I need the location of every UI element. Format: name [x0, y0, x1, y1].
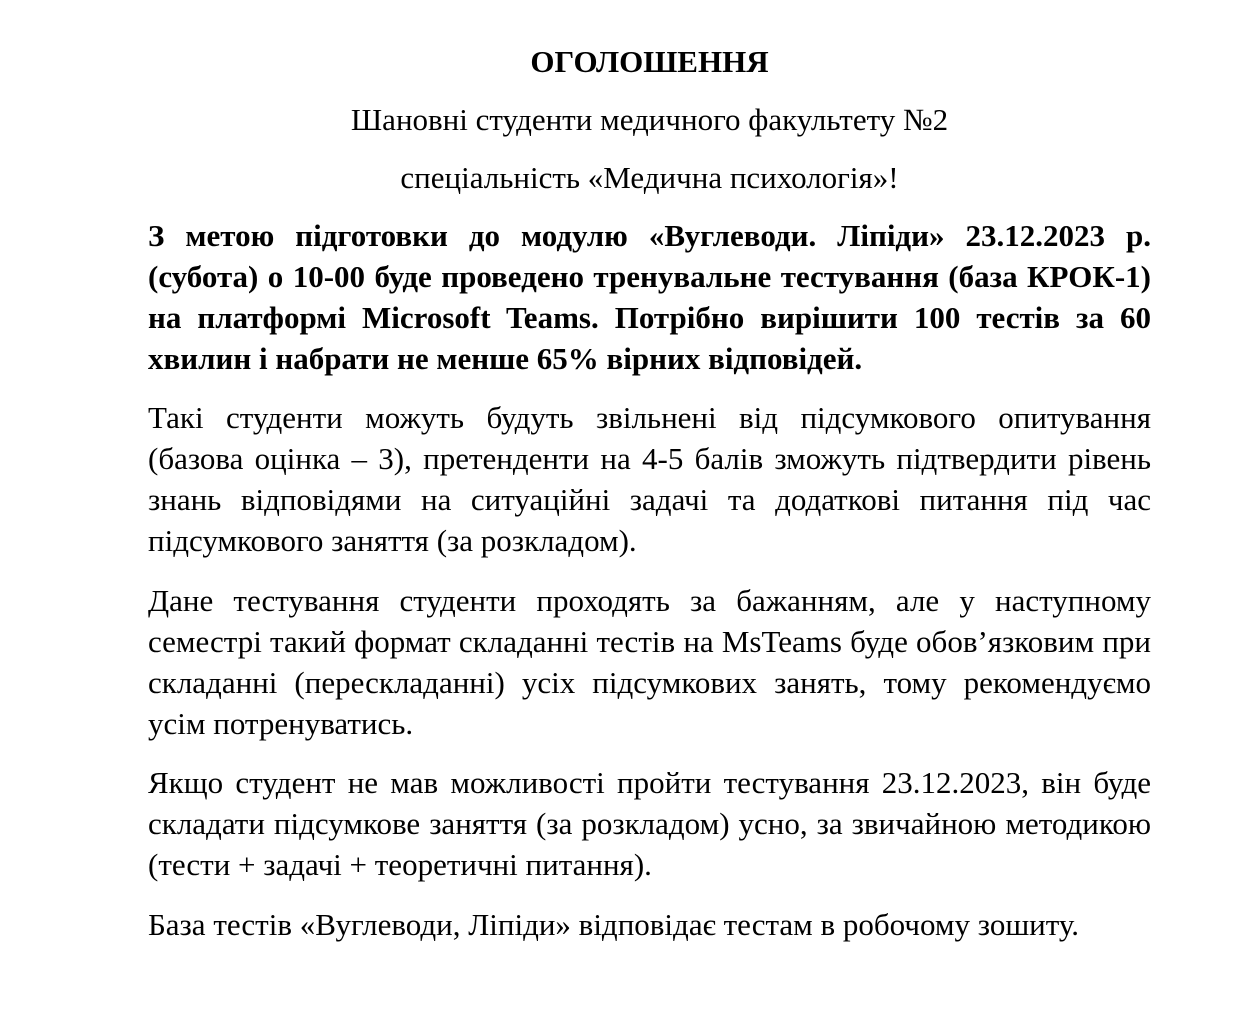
paragraph-missed-testing: Якщо студент не мав можливості пройти тестування 23.12.2023, він буде складати підсумкове заняття (за розкладом) усно, за звичайною методикою (тести + задачі + теоретичні питання). — [148, 765, 1151, 882]
salutation-line-2: спеціальність «Медична психологія»! — [400, 160, 899, 195]
announcement-title: ОГОЛОШЕННЯ — [530, 44, 769, 79]
paragraph-voluntary: Дане тестування студенти проходять за бажанням, але у наступному семестрі такий формат складанні тестів на MsTeams буде обов’язковим при складанні (перескладанні) усіх підсумкових занять, тому рекомендуємо усім потренуватись. — [148, 583, 1151, 741]
paragraph-exemption: Такі студенти можуть будуть звільнені від підсумкового опитування (базова оцінка – 3), претенденти на 4-5 балів зможуть підтвердити рівень знань відповідями на ситуаційні задачі та додаткові питання під час підсумкового заняття (за розкладом). — [148, 400, 1151, 558]
paragraph-testing-info: З метою підготовки до модулю «Вуглеводи. Ліпіди» 23.12.2023 р. (субота) о 10-00 буде проведено тренувальне тестування (база КРОК-1) на платформі Microsoft Teams. Потрібно вирішити 100 тестів за 60 хвилин і набрати не менше 65% вірних відповідей. — [148, 218, 1151, 376]
salutation-line-1: Шановні студенти медичного факультету №2 — [350, 102, 949, 137]
paragraph-test-base: База тестів «Вуглеводи, Ліпіди» відповідає тестам в робочому зошиту. — [148, 907, 1080, 942]
